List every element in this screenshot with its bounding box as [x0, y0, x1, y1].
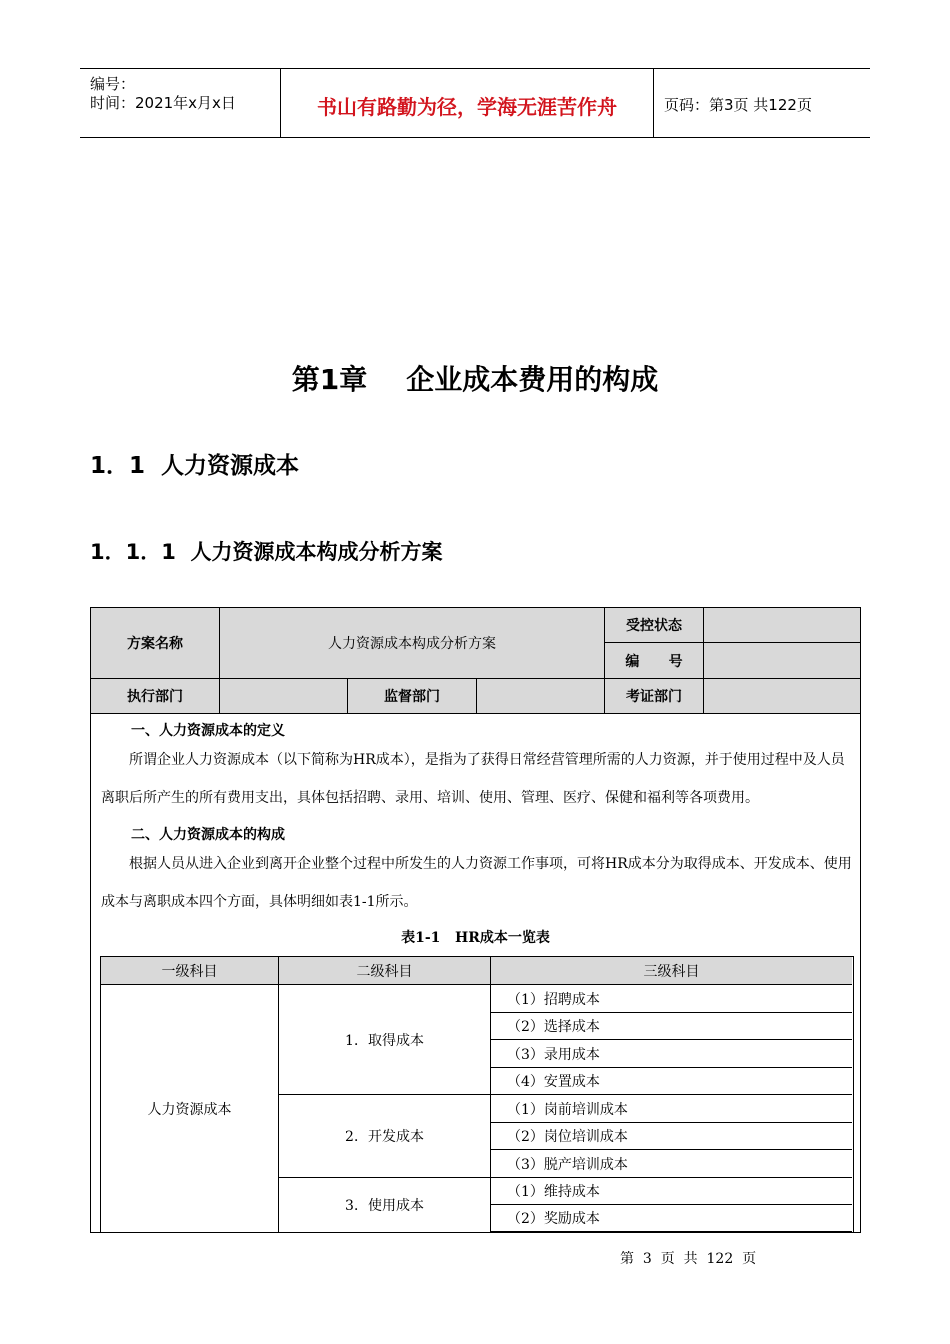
level2-usage: 3．使用成本	[279, 1178, 491, 1232]
page-number-label: 页码：第3页 共122页	[664, 96, 812, 114]
table-header-level3: 三级科目	[491, 957, 852, 985]
number-value[interactable]	[704, 643, 860, 679]
motto-text: 书山有路勤为径，学海无涯苦作舟	[317, 95, 617, 119]
level3-item: （2）奖励成本	[491, 1205, 852, 1232]
level2-development: 2．开发成本	[279, 1095, 491, 1178]
level3-item: （3）录用成本	[491, 1040, 852, 1068]
supervise-dept-value[interactable]	[477, 679, 605, 714]
subsection-title: 1．1．1 人力资源成本构成分析方案	[90, 540, 443, 564]
section-title: 1．1 人力资源成本	[90, 453, 300, 479]
composition-heading: 二、人力资源成本的构成	[131, 827, 285, 843]
control-status-label: 受控状态	[605, 608, 704, 643]
plan-name-label: 方案名称	[91, 608, 220, 679]
number-label: 编 号	[605, 643, 704, 679]
verify-dept-label: 考证部门	[605, 679, 704, 714]
plan-name-value: 人力资源成本构成分析方案	[220, 608, 605, 679]
definition-paragraph: 所谓企业人力资源成本（以下简称为HR成本），是指为了获得日常经营管理所需的人力资源，并于使用过程中及人员离职后所产生的所有费用支出，具体包括招聘、录用、培训、使用、管理、医疗、保健和福利等各项费用。	[101, 752, 845, 806]
hr-cost-table	[100, 956, 854, 1232]
page-footer: 第 3 页 共 122 页	[620, 1251, 757, 1267]
verify-dept-value[interactable]	[704, 679, 860, 714]
level3-item: （1）岗前培训成本	[491, 1095, 852, 1123]
document-time-label: 时间：2021年x月x日	[90, 94, 236, 112]
level3-item: （4）安置成本	[491, 1068, 852, 1095]
composition-paragraph: 根据人员从进入企业到离开企业整个过程中所发生的人力资源工作事项，可将HR成本分为取得成本、开发成本、使用成本与离职成本四个方面，具体明细如表1-1所示。	[101, 856, 852, 910]
table-header-level1: 一级科目	[101, 957, 279, 985]
level2-acquisition: 1．取得成本	[279, 985, 491, 1095]
document-number-label: 编号：	[90, 75, 136, 93]
table-header-level2: 二级科目	[279, 957, 491, 985]
plan-form	[90, 607, 861, 1233]
level1-cell: 人力资源成本	[101, 985, 279, 1232]
definition-heading: 一、人力资源成本的定义	[131, 723, 285, 739]
table-caption: 表1-1 HR成本一览表	[401, 930, 550, 946]
level3-item: （3）脱产培训成本	[491, 1150, 852, 1178]
header-meta-cell	[80, 69, 281, 137]
page-header	[80, 68, 870, 138]
exec-dept-label: 执行部门	[91, 679, 220, 714]
control-status-value[interactable]	[704, 608, 860, 643]
exec-dept-value[interactable]	[220, 679, 348, 714]
header-motto-cell	[281, 69, 654, 137]
header-page-cell	[654, 69, 870, 137]
level3-item: （1）维持成本	[491, 1178, 852, 1205]
level3-item: （2）选择成本	[491, 1013, 852, 1040]
level3-item: （1）招聘成本	[491, 985, 852, 1013]
supervise-dept-label: 监督部门	[348, 679, 477, 714]
level3-item: （2）岗位培训成本	[491, 1123, 852, 1150]
chapter-title: 第1章 企业成本费用的构成	[291, 363, 659, 396]
